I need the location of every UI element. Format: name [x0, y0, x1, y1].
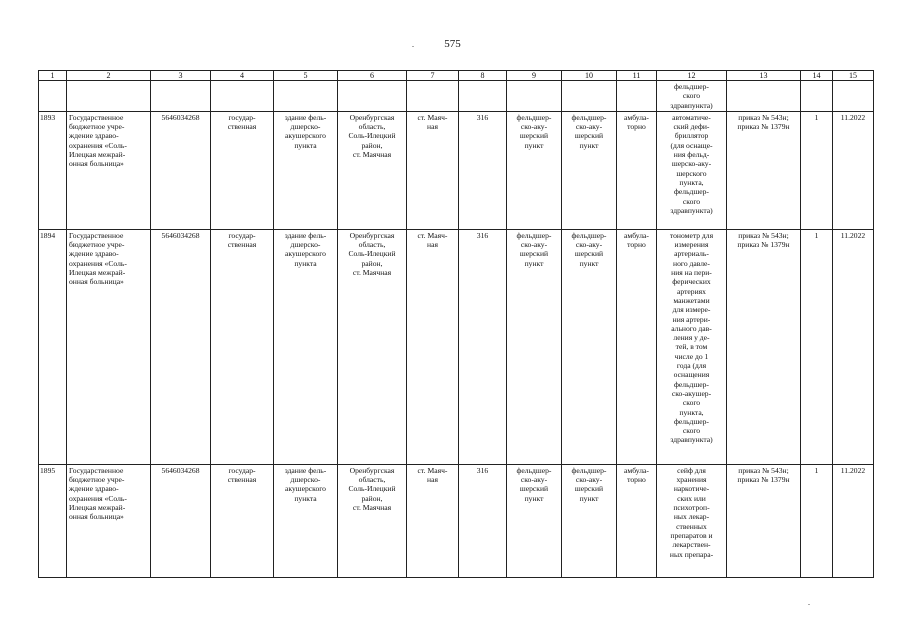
cell-line: государ- [228, 112, 256, 122]
cell-line: район, [361, 493, 383, 503]
cell-line: шерский [574, 484, 604, 494]
cell-line: ско-аку- [575, 475, 603, 485]
cell-line: хранения [676, 475, 707, 485]
row-number-cell: 1895 [39, 464, 67, 577]
cell-line: ная [427, 122, 438, 132]
cell-line: Соль-Илецкий [348, 249, 396, 259]
cell-line: шерский [574, 131, 604, 141]
cell-line: торно [627, 475, 646, 485]
cell-line: область, [358, 122, 386, 132]
date-cell: 11.2022 [833, 111, 874, 229]
cell-line: ско-аку- [520, 475, 548, 485]
cell-line: ского [682, 426, 701, 436]
address-cell [338, 111, 407, 229]
cell-line: ных лекар- [673, 512, 710, 522]
equipment-cell [657, 111, 727, 229]
table-row [39, 464, 874, 577]
cell-line: фельдшер- [571, 112, 607, 122]
equipment-cell [657, 464, 727, 577]
cell-line: числе до 1 [674, 351, 709, 361]
cell-line: ско-аку- [575, 122, 603, 132]
cell-line: наркотиче- [673, 484, 710, 494]
cell-line: ния артери- [672, 314, 711, 324]
table-cell [562, 81, 617, 112]
order-cell [727, 229, 801, 464]
quantity-cell: 1 [801, 111, 833, 229]
cell-line: Илецкая межрай- [69, 503, 126, 513]
cell-line: фельдшер- [571, 465, 607, 475]
table-row [39, 229, 874, 464]
cell-line: ско-аку- [575, 240, 603, 250]
cell-line: ния фельд- [673, 150, 710, 160]
cell-line: здание фель- [284, 230, 327, 240]
cell-line: ст. Маяч- [417, 230, 448, 240]
locality-cell [407, 464, 459, 577]
cell-line: манжетами [673, 295, 710, 305]
column-header: 7 [407, 71, 459, 81]
cell-line: фельдшер- [516, 112, 552, 122]
cell-line: Оренбургская [349, 465, 395, 475]
cell-line: приказ № 1379н [737, 475, 790, 485]
building-cell [274, 464, 338, 577]
column-header: 15 [833, 71, 874, 81]
cell-line: область, [358, 240, 386, 250]
locality-cell [407, 111, 459, 229]
organization-cell [67, 111, 151, 229]
table-cell [151, 81, 211, 112]
column-header: 14 [801, 71, 833, 81]
equipment-cell [657, 229, 727, 464]
care-mode-cell [617, 464, 657, 577]
column-header: 13 [727, 71, 801, 81]
cell-line: психотроп- [673, 503, 710, 513]
cell-line: пункта, [679, 407, 704, 417]
cell-line: ления у де- [673, 333, 710, 343]
cell-line: здравпункта) [670, 435, 713, 445]
continuation-row [39, 81, 874, 112]
cell-line: бриллятор [674, 131, 709, 141]
code-cell: 316 [459, 111, 507, 229]
column-header: 8 [459, 71, 507, 81]
cell-line: фельдшер- [516, 465, 552, 475]
cell-line: ферических [672, 277, 711, 287]
column-header: 11 [617, 71, 657, 81]
scan-speck [412, 46, 414, 47]
page-number: 575 [444, 38, 461, 50]
table-cell [459, 81, 507, 112]
cell-line: охранения «Соль- [69, 258, 127, 268]
cell-line: ждение здраво- [69, 484, 119, 494]
column-number-row [39, 71, 874, 81]
cell-line: препаратов и [670, 530, 713, 540]
cell-line: здание фель- [284, 465, 327, 475]
cell-line: охранения «Соль- [69, 140, 127, 150]
cell-line: ст. Маячная [352, 268, 392, 278]
cell-line: акушерского [285, 131, 326, 141]
cell-line: оснащения [673, 370, 710, 380]
cell-line: (для оснаще- [670, 140, 713, 150]
cell-line: пункт [579, 493, 599, 503]
cell-line: Государственное [69, 465, 124, 475]
cell-line: ский дефи- [673, 122, 710, 132]
cell-line: пункт [579, 258, 599, 268]
quantity-cell: 1 [801, 229, 833, 464]
cell-line: артериях [677, 286, 706, 296]
building-cell [274, 229, 338, 464]
cell-line: измерения [674, 240, 709, 250]
table-cell [507, 81, 562, 112]
column-header: 2 [67, 71, 151, 81]
equipment-table [38, 70, 874, 578]
cell-line: Соль-Илецкий [348, 131, 396, 141]
cell-line: шерского [676, 168, 707, 178]
table-cell [39, 81, 67, 112]
column-header: 1 [39, 71, 67, 81]
row-number-cell: 1893 [39, 111, 67, 229]
cell-line: фельдшер- [571, 230, 607, 240]
table-cell [338, 81, 407, 112]
cell-line: торно [627, 122, 646, 132]
cell-line: здание фель- [284, 112, 327, 122]
cell-line: для измере- [672, 305, 711, 315]
ownership-cell [211, 229, 274, 464]
cell-line: приказ № 1379н [737, 122, 790, 132]
cell-line: Государственное [69, 112, 124, 122]
cell-line: фельдшер- [516, 230, 552, 240]
code-cell: 316 [459, 464, 507, 577]
cell-line: года (для [676, 361, 707, 371]
column-header: 12 [657, 71, 727, 81]
cell-line: сейф для [677, 465, 706, 475]
cell-line: ст. Маячная [352, 150, 392, 160]
facility-subtype-cell [562, 111, 617, 229]
cell-line: амбула- [624, 230, 649, 240]
cell-line: онная больница» [69, 159, 124, 169]
column-header: 5 [274, 71, 338, 81]
cell-line: приказ № 543н; [738, 230, 789, 240]
cell-line: шерский [519, 484, 549, 494]
cell-line: фельдшер- [674, 82, 709, 91]
cell-line: ного давле- [673, 258, 710, 268]
organization-cell [67, 229, 151, 464]
table-cell [833, 81, 874, 112]
facility-subtype-cell [562, 464, 617, 577]
facility-type-cell [507, 111, 562, 229]
cell-line: пункт [524, 140, 544, 150]
cell-line: ственная [227, 475, 257, 485]
cell-line: фельдшер- [674, 416, 709, 426]
cell-line: область, [358, 475, 386, 485]
cell-line: онная больница» [69, 512, 124, 522]
cell-line: Илецкая межрай- [69, 150, 126, 160]
column-header: 6 [338, 71, 407, 81]
cell-line: ственная [227, 240, 257, 250]
cell-line: ско-аку- [520, 240, 548, 250]
order-cell [727, 111, 801, 229]
address-cell [338, 229, 407, 464]
table-row [39, 111, 874, 229]
order-cell [727, 464, 801, 577]
cell-line: бюджетное учре- [69, 475, 125, 485]
table-cell [617, 81, 657, 112]
cell-line: шерский [519, 131, 549, 141]
cell-line: ско-аку- [520, 122, 548, 132]
facility-type-cell [507, 464, 562, 577]
column-header: 4 [211, 71, 274, 81]
quantity-cell: 1 [801, 464, 833, 577]
table-cell [407, 81, 459, 112]
cell-line: шерский [519, 249, 549, 259]
cell-line: ная [427, 475, 438, 485]
cell-line: шерско-аку- [671, 159, 712, 169]
code-cell: 316 [459, 229, 507, 464]
care-mode-cell [617, 229, 657, 464]
cell-line: Государственное [69, 230, 124, 240]
scan-speck [808, 604, 810, 605]
cell-line: ского [682, 398, 701, 408]
facility-subtype-cell [562, 229, 617, 464]
cell-line: ственная [227, 122, 257, 132]
cell-line: шерский [574, 249, 604, 259]
ownership-cell [211, 464, 274, 577]
cell-line: ственных [676, 521, 707, 531]
cell-line: охранения «Соль- [69, 493, 127, 503]
row-number-cell: 1894 [39, 229, 67, 464]
cell-line: пункт [579, 140, 599, 150]
organization-cell [67, 464, 151, 577]
cell-line: амбула- [624, 112, 649, 122]
cell-line: Оренбургская [349, 112, 395, 122]
facility-type-cell [507, 229, 562, 464]
cell-line: район, [361, 140, 383, 150]
cell-line: дшерско- [290, 122, 321, 132]
cell-line: ния на пери- [671, 268, 712, 278]
table-cell [801, 81, 833, 112]
building-cell [274, 111, 338, 229]
cell-line: акушерского [285, 249, 326, 259]
inn-cell: 5646034268 [151, 464, 211, 577]
ownership-cell [211, 111, 274, 229]
cell-line: лекарствен- [672, 540, 711, 550]
cell-line: фельдшер- [674, 379, 709, 389]
table-cell [727, 81, 801, 112]
address-cell [338, 464, 407, 577]
cell-line: ждение здраво- [69, 131, 119, 141]
care-mode-cell [617, 111, 657, 229]
cell-line: Илецкая межрай- [69, 268, 126, 278]
cell-line: приказ № 1379н [737, 240, 790, 250]
inn-cell: 5646034268 [151, 111, 211, 229]
cell-line: бюджетное учре- [69, 240, 125, 250]
cell-line: тей, в том [675, 342, 708, 352]
cell-line: приказ № 543н; [738, 112, 789, 122]
inn-cell: 5646034268 [151, 229, 211, 464]
cell-line: здравпункта) [670, 205, 713, 215]
cell-line: пункт [524, 493, 544, 503]
cell-line: пункта [294, 140, 317, 150]
column-header: 9 [507, 71, 562, 81]
cell-line: ст. Маяч- [417, 112, 448, 122]
cell-line: государ- [228, 465, 256, 475]
cell-line: пункта [294, 258, 317, 268]
cell-line: ального дав- [671, 323, 712, 333]
cell-line: ст. Маячная [352, 503, 392, 513]
cell-line: ских или [677, 493, 706, 503]
cell-line: ского [682, 91, 701, 101]
cell-line: пункт [524, 258, 544, 268]
cell-line: ско-акушер- [671, 388, 712, 398]
table-cell [67, 81, 151, 112]
date-cell: 11.2022 [833, 464, 874, 577]
equipment-cell [657, 81, 727, 112]
table-cell [274, 81, 338, 112]
cell-line: амбула- [624, 465, 649, 475]
cell-line: Соль-Илецкий [348, 484, 396, 494]
cell-line: акушерского [285, 484, 326, 494]
table-cell [211, 81, 274, 112]
cell-line: артериаль- [674, 249, 709, 259]
cell-line: фельдшер- [674, 187, 709, 197]
cell-line: ных препара- [669, 549, 714, 559]
cell-line: тонометр для [669, 230, 714, 240]
cell-line: ст. Маяч- [417, 465, 448, 475]
cell-line: бюджетное учре- [69, 122, 125, 132]
locality-cell [407, 229, 459, 464]
cell-line: торно [627, 240, 646, 250]
cell-line: ждение здраво- [69, 249, 119, 259]
cell-line: ная [427, 240, 438, 250]
cell-line: ского [682, 196, 701, 206]
column-header: 10 [562, 71, 617, 81]
cell-line: пункта, [679, 177, 704, 187]
cell-line: дшерско- [290, 240, 321, 250]
column-header: 3 [151, 71, 211, 81]
cell-line: онная больница» [69, 277, 124, 287]
cell-line: приказ № 543н; [738, 465, 789, 475]
cell-line: пункта [294, 493, 317, 503]
cell-line: район, [361, 258, 383, 268]
cell-line: здравпункта) [670, 100, 713, 110]
cell-line: автоматиче- [672, 112, 711, 122]
cell-line: Оренбургская [349, 230, 395, 240]
date-cell: 11.2022 [833, 229, 874, 464]
cell-line: дшерско- [290, 475, 321, 485]
cell-line: государ- [228, 230, 256, 240]
